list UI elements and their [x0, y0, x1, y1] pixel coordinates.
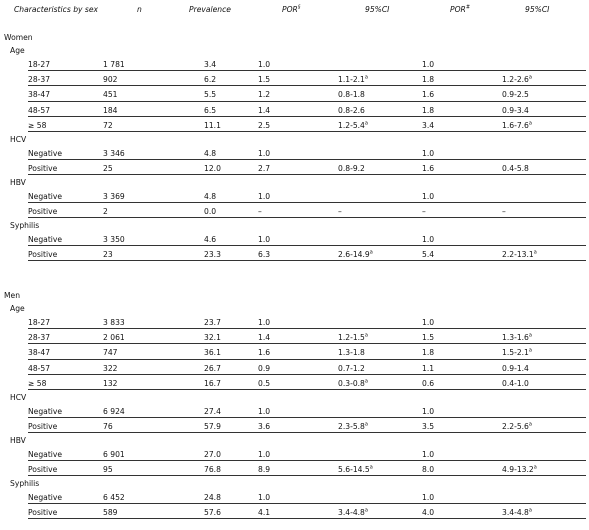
header-footnote-mark: § — [297, 4, 301, 11]
row-divider — [28, 116, 586, 117]
cell-n: 184 — [103, 105, 118, 115]
cell-prevalence: 27.4 — [204, 406, 221, 416]
cell-prevalence: 4.8 — [204, 148, 217, 158]
cell-prevalence: 6.2 — [204, 75, 217, 85]
row-label: Negative — [28, 492, 63, 502]
cell-n: 902 — [103, 75, 118, 85]
cell-por-2: 5.4 — [422, 250, 435, 260]
cell-n: 322 — [103, 363, 118, 373]
cell-ci-1-footnote-mark: a — [364, 332, 368, 339]
cell-n: 6 901 — [103, 449, 125, 459]
cell-por-2: 1.0 — [422, 406, 435, 416]
cell-ci-1: 0.7-1.2 — [338, 363, 365, 373]
cell-ci-1: 0.3-0.8$^a$ — [338, 378, 368, 388]
cell-ci-2-footnote-mark: a — [528, 120, 532, 127]
cell-ci-2: 0.4-1.0 — [502, 378, 529, 388]
group-title: HCV — [10, 134, 27, 144]
group-title: Syphilis — [10, 478, 40, 488]
row-label: 48-57 — [28, 105, 51, 115]
cell-prevalence: 57.6 — [204, 508, 221, 518]
cell-por-2: 1.8 — [422, 75, 435, 85]
row-label: 48-57 — [28, 363, 51, 373]
cell-ci-2: 1.2-2.6$^a$ — [502, 74, 532, 85]
cell-por-1: 1.0 — [258, 318, 271, 327]
cell-prevalence: 5.5 — [204, 90, 217, 100]
row-divider — [28, 343, 586, 344]
cell-por-2: 1.8 — [422, 348, 435, 358]
row-divider — [28, 359, 586, 360]
row-label: 18-27 — [28, 60, 51, 69]
row-divider — [28, 85, 586, 86]
cell-n: 2 061 — [103, 333, 125, 343]
row-divider — [28, 417, 586, 418]
row-label: ≥ 58 — [28, 120, 47, 130]
cell-ci-2: 1.3-1.6$^a$ — [502, 332, 532, 343]
cell-ci-1-footnote-mark: a — [369, 249, 373, 256]
cell-ci-2: 3.4-4.8$^a$ — [502, 507, 532, 518]
row-divider — [28, 432, 586, 433]
cell-ci-1: 1.2-1.5$^a$ — [338, 332, 368, 343]
cell-ci-1: – — [338, 207, 342, 216]
cell-por-2: 1.6 — [422, 90, 435, 100]
cell-ci-1: 3.4-4.8$^a$ — [338, 507, 368, 518]
row-divider — [28, 70, 586, 71]
row-divider — [28, 503, 586, 504]
row-divider — [28, 374, 586, 375]
cell-prevalence: 26.7 — [204, 363, 221, 373]
cell-por-2: 1.1 — [422, 363, 435, 373]
cell-ci-2-footnote-mark: a — [533, 464, 537, 471]
cell-ci-2-footnote-mark: a — [528, 347, 532, 354]
cell-ci-2-footnote-mark: a — [528, 507, 532, 514]
cell-ci-2: 0.9-1.4 — [502, 363, 529, 373]
row-divider — [28, 131, 586, 132]
group-title: HCV — [10, 392, 27, 402]
cell-ci-1-footnote-mark: a — [369, 464, 373, 471]
cell-por-2: 1.5 — [422, 333, 435, 343]
row-divider — [28, 159, 586, 160]
header-por-1: POR§ — [282, 4, 301, 14]
cell-ci-2: 0.9-2.5 — [502, 90, 529, 100]
header-footnote-mark: # — [465, 4, 471, 11]
cell-prevalence: 23.7 — [204, 318, 221, 327]
cell-por-1: 1.0 — [258, 148, 271, 158]
cell-n: 747 — [103, 348, 118, 358]
cell-por-2: 1.6 — [422, 163, 435, 173]
cell-ci-1: 5.6-14.5$^a$ — [338, 464, 373, 474]
cell-por-1: 1.2 — [258, 90, 271, 100]
cell-n: 2 — [103, 207, 108, 216]
cell-por-1: 1.0 — [258, 234, 271, 244]
cell-ci-2-footnote-mark: a — [528, 74, 532, 81]
cell-ci-2: 0.4-5.8 — [502, 163, 529, 173]
cell-ci-2-footnote-mark: a — [528, 421, 532, 428]
cell-ci-1: 0.8-9.2 — [338, 163, 365, 173]
cell-ci-2: 2.2-5.6$^a$ — [502, 421, 532, 431]
cell-por-1: 1.0 — [258, 492, 271, 502]
cell-por-2: 1.8 — [422, 105, 435, 115]
row-label: Negative — [28, 449, 63, 459]
cell-por-2: 1.0 — [422, 449, 435, 459]
cell-ci-2-footnote-mark: a — [528, 332, 532, 339]
cell-ci-2: – — [502, 207, 506, 216]
row-label: 38-47 — [28, 90, 51, 100]
cell-ci-1: 2.6-14.9$^a$ — [338, 249, 373, 260]
cell-prevalence: 4.6 — [204, 234, 217, 244]
cell-por-2: 1.0 — [422, 318, 435, 327]
cell-por-1: 4.1 — [258, 508, 271, 518]
group-title: HBV — [10, 177, 26, 187]
cell-prevalence: 4.8 — [204, 191, 217, 201]
row-label: Negative — [28, 148, 63, 158]
cell-n: 25 — [103, 163, 113, 173]
row-divider — [28, 518, 586, 519]
cell-por-1: 1.0 — [258, 191, 271, 201]
cell-n: 3 369 — [103, 191, 125, 201]
cell-por-1: 1.0 — [258, 406, 271, 416]
cell-por-1: 0.5 — [258, 378, 271, 388]
cell-n: 451 — [103, 90, 118, 100]
cell-por-1: 1.4 — [258, 105, 271, 115]
cell-por-2: 3.5 — [422, 421, 435, 431]
cell-por-2: – — [422, 207, 426, 216]
section-title: Men — [4, 291, 21, 300]
cell-por-2: 0.6 — [422, 378, 435, 388]
cell-ci-1: 0.8-2.6 — [338, 105, 365, 115]
row-label: Positive — [28, 421, 58, 431]
cell-por-1: 1.5 — [258, 75, 271, 85]
cell-por-1: 3.6 — [258, 421, 271, 431]
row-divider — [28, 101, 586, 102]
row-label: Negative — [28, 406, 63, 416]
cell-n: 95 — [103, 465, 113, 474]
row-label: 28-37 — [28, 333, 51, 343]
cell-prevalence: 11.1 — [204, 120, 221, 130]
cell-prevalence: 23.3 — [204, 250, 221, 260]
cell-por-1: – — [258, 207, 262, 216]
cell-por-2: 8.0 — [422, 465, 435, 474]
group-title: Age — [10, 46, 25, 55]
cell-prevalence: 32.1 — [204, 333, 221, 343]
cell-por-1: 2.5 — [258, 120, 271, 130]
cell-ci-1-footnote-mark: a — [364, 421, 368, 428]
cell-n: 589 — [103, 508, 118, 518]
cell-por-2: 4.0 — [422, 508, 435, 518]
cell-ci-2: 1.6-7.6$^a$ — [502, 120, 532, 130]
cell-n: 6 452 — [103, 492, 125, 502]
group-title: Syphilis — [10, 220, 40, 230]
cell-n: 6 924 — [103, 406, 125, 416]
group-title: HBV — [10, 435, 26, 445]
cell-prevalence: 0.0 — [204, 207, 217, 216]
cell-por-2: 1.0 — [422, 234, 435, 244]
row-divider — [28, 174, 586, 175]
cell-ci-1-footnote-mark: a — [364, 378, 368, 385]
cell-prevalence: 6.5 — [204, 105, 217, 115]
row-label: Negative — [28, 234, 63, 244]
cell-por-1: 0.9 — [258, 363, 271, 373]
row-label: Negative — [28, 191, 63, 201]
row-label: Positive — [28, 163, 58, 173]
header-prevalence: Prevalence — [189, 5, 231, 14]
row-divider — [28, 460, 586, 461]
cell-n: 3 346 — [103, 148, 125, 158]
row-divider — [28, 217, 586, 218]
section-title: Women — [4, 33, 33, 42]
cell-prevalence: 57.9 — [204, 421, 221, 431]
cell-por-2: 3.4 — [422, 120, 435, 130]
cell-prevalence: 16.7 — [204, 378, 221, 388]
cell-por-1: 1.6 — [258, 348, 271, 358]
cell-n: 23 — [103, 250, 113, 260]
header-n: n — [137, 5, 142, 14]
row-label: 28-37 — [28, 75, 51, 85]
cell-ci-1-footnote-mark: a — [364, 74, 368, 81]
cell-ci-1: 1.1-2.1$^a$ — [338, 74, 368, 85]
cell-por-1: 1.0 — [258, 449, 271, 459]
row-label: Positive — [28, 207, 58, 216]
cell-n: 3 833 — [103, 318, 125, 327]
row-divider — [28, 475, 586, 476]
row-label: 38-47 — [28, 348, 51, 358]
cell-prevalence: 76.8 — [204, 465, 221, 474]
cell-n: 76 — [103, 421, 113, 431]
row-divider — [28, 202, 586, 203]
cell-ci-2: 2.2-13.1$^a$ — [502, 249, 537, 260]
cell-prevalence: 3.4 — [204, 60, 217, 69]
cell-ci-1: 2.3-5.8$^a$ — [338, 421, 368, 431]
header-characteristics: Characteristics by sex — [14, 5, 99, 14]
group-title: Age — [10, 304, 25, 313]
row-divider — [28, 245, 586, 246]
cell-ci-1: 1.2-5.4$^a$ — [338, 120, 368, 130]
cell-ci-1-footnote-mark: a — [364, 120, 368, 127]
cell-por-2: 1.0 — [422, 148, 435, 158]
row-label: 18-27 — [28, 318, 51, 327]
cell-por-1: 6.3 — [258, 250, 271, 260]
cell-prevalence: 36.1 — [204, 348, 221, 358]
cell-n: 1 781 — [103, 60, 125, 69]
cell-por-1: 1.0 — [258, 60, 271, 69]
header-ci-1: 95%CI — [365, 5, 390, 14]
cell-por-2: 1.0 — [422, 60, 435, 69]
cell-prevalence: 27.0 — [204, 449, 221, 459]
cell-ci-2-footnote-mark: a — [533, 249, 537, 256]
cell-por-1: 2.7 — [258, 163, 271, 173]
cell-ci-2: 1.5-2.1$^a$ — [502, 347, 532, 358]
row-label: ≥ 58 — [28, 378, 47, 388]
cell-por-1: 8.9 — [258, 465, 271, 474]
header-ci-2: 95%CI — [525, 5, 550, 14]
cell-ci-1-footnote-mark: a — [364, 507, 368, 514]
row-divider — [28, 389, 586, 390]
row-label: Positive — [28, 508, 58, 518]
cell-por-2: 1.0 — [422, 492, 435, 502]
cell-ci-2: 4.9-13.2$^a$ — [502, 464, 537, 474]
cell-n: 132 — [103, 378, 118, 388]
cell-por-1: 1.4 — [258, 333, 271, 343]
cell-ci-1: 1.3-1.8 — [338, 348, 365, 358]
row-divider — [28, 328, 586, 329]
row-divider — [28, 260, 586, 261]
row-label: Positive — [28, 465, 58, 474]
cell-ci-2: 0.9-3.4 — [502, 105, 529, 115]
row-label: Positive — [28, 250, 58, 260]
cell-por-2: 1.0 — [422, 191, 435, 201]
header-por-2: POR# — [450, 4, 471, 14]
cell-prevalence: 24.8 — [204, 492, 221, 502]
cell-ci-1: 0.8-1.8 — [338, 90, 365, 100]
cell-prevalence: 12.0 — [204, 163, 221, 173]
cell-n: 3 350 — [103, 234, 125, 244]
cell-n: 72 — [103, 120, 113, 130]
